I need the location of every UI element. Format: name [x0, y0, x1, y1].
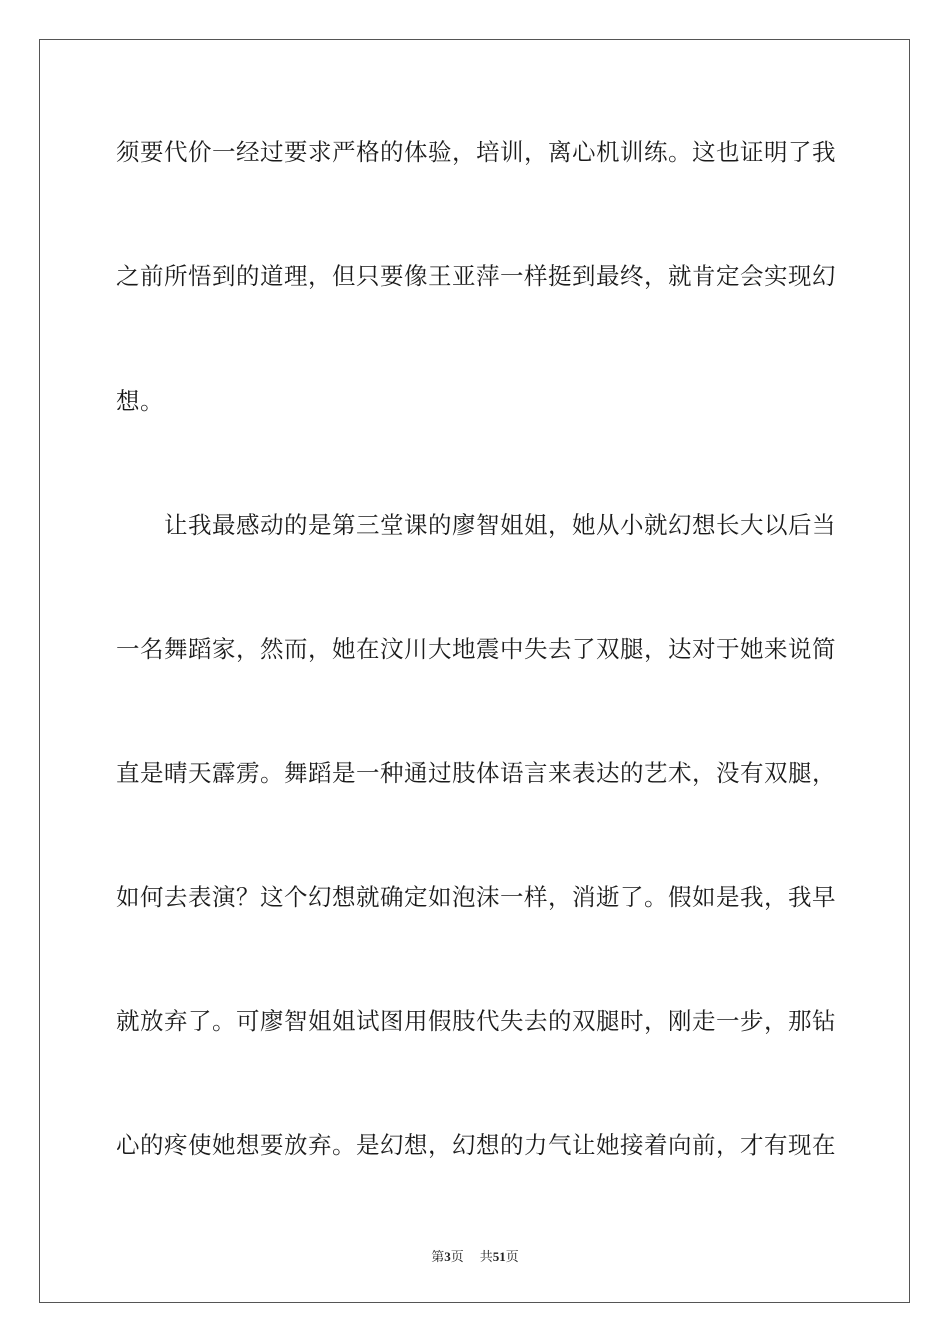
body-line-8: 就放弃了。可廖智姐姐试图用假肢代失去的双腿时，刚走一步，那钻 [116, 1007, 836, 1035]
body-line-7: 如何去表演？这个幻想就确定如泡沫一样，消逝了。假如是我，我早 [116, 883, 836, 911]
body-line-1: 须要代价一经过要求严格的体验，培训，离心机训练。这也证明了我 [116, 138, 836, 166]
total-pages-prefix: 共 [479, 1250, 493, 1265]
page-border [39, 39, 910, 1303]
page-number-suffix: 页 [450, 1250, 464, 1265]
page-number-prefix: 第 [431, 1250, 445, 1265]
body-line-9: 心的疼使她想要放弃。是幻想，幻想的力气让她接着向前，才有现在 [116, 1131, 836, 1159]
body-line-5: 一名舞蹈家，然而，她在汶川大地震中失去了双腿，达对于她来说简 [116, 635, 836, 663]
current-page-number: 3 [444, 1249, 451, 1264]
body-line-3: 想。 [116, 387, 164, 415]
total-pages-number: 51 [492, 1249, 506, 1264]
body-line-4: 让我最感动的是第三堂课的廖智姐姐，她从小就幻想长大以后当 [164, 511, 836, 539]
total-pages-suffix: 页 [505, 1250, 519, 1265]
body-line-2: 之前所悟到的道理，但只要像王亚萍一样挺到最终，就肯定会实现幻 [116, 262, 836, 290]
page-footer [0, 1248, 950, 1267]
body-line-6: 直是晴天霹雳。舞蹈是一种通过肢体语言来表达的艺术，没有双腿， [116, 759, 836, 787]
